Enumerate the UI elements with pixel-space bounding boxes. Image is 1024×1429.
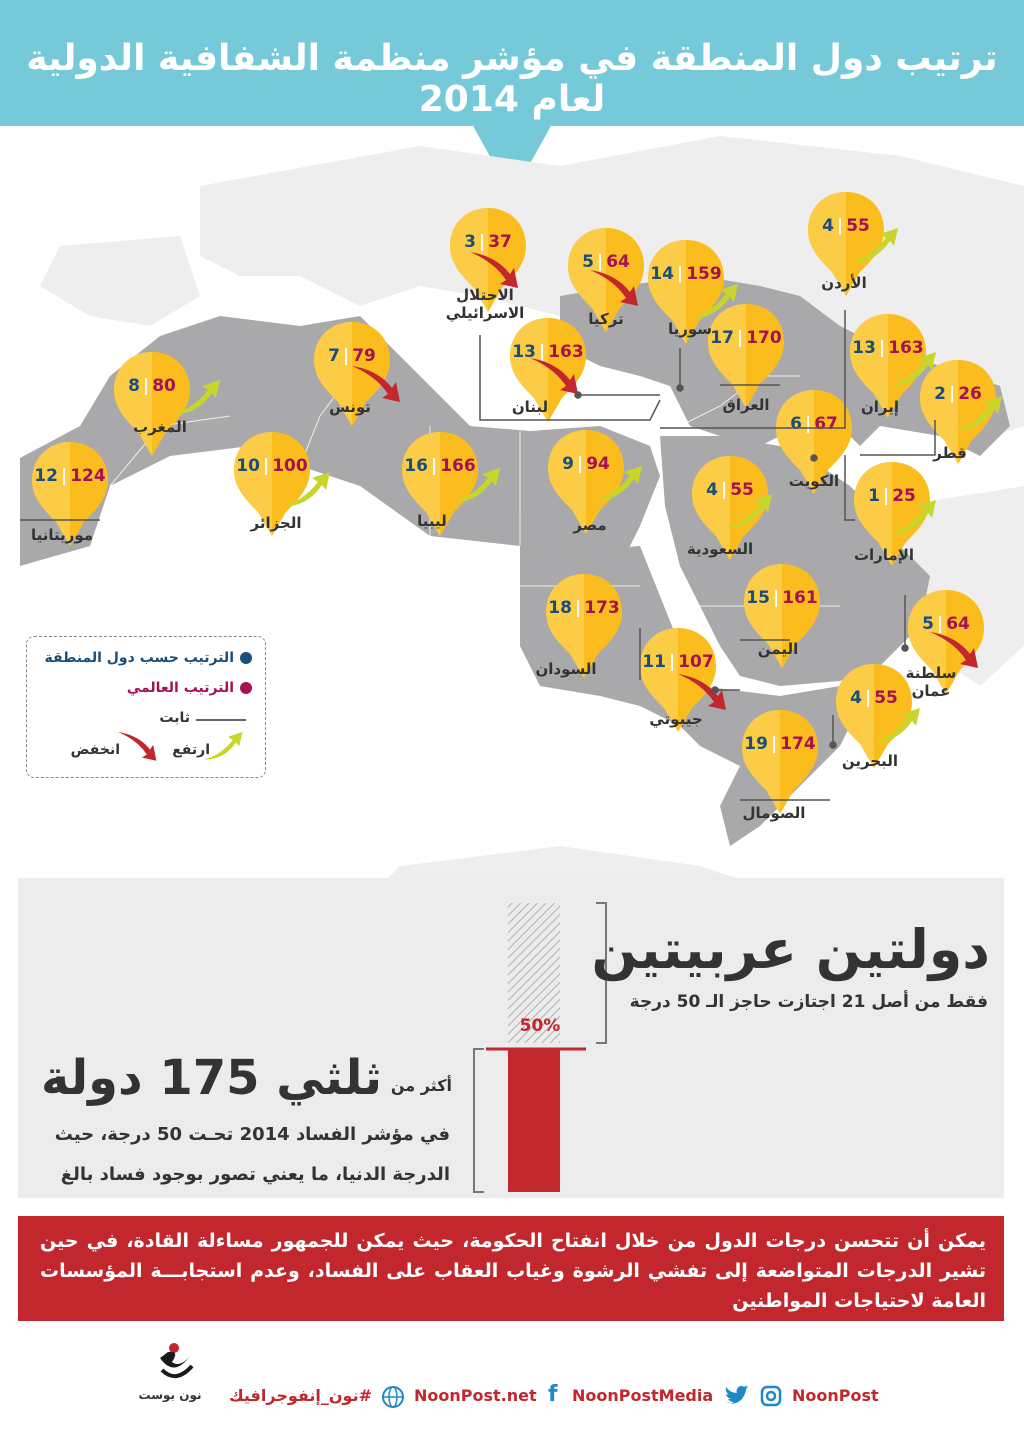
stat-body-2: الدرجة الدنيا، ما يعني تصور بوجود فساد بالغ (60, 1164, 450, 1185)
regional-rank: 17 (710, 328, 734, 348)
regional-rank: 5 (922, 614, 934, 634)
world-rank: 25 (892, 486, 916, 506)
country-name: اليمن (757, 640, 799, 658)
regional-rank: 15 (746, 588, 770, 608)
world-rank: 163 (888, 338, 924, 358)
rank-pair: 7 | 79 (328, 346, 376, 366)
world-rank: 80 (152, 376, 176, 396)
rank-pair: 15 | 161 (746, 588, 818, 608)
legend-world: الترتيب العالمي (126, 680, 234, 696)
country-name: الكويت (788, 472, 840, 490)
rank-pair: 5 | 64 (922, 614, 970, 634)
country-name: الأردن (821, 274, 867, 292)
rank-pair: 4 | 55 (822, 216, 870, 236)
country-name: الصومال (742, 804, 806, 822)
instagram-icon[interactable] (760, 1385, 782, 1407)
rank-pair: 9 | 94 (562, 454, 610, 474)
world-rank: 26 (958, 384, 982, 404)
country-name: إيران (860, 398, 900, 416)
rank-pair: 5 | 64 (582, 252, 630, 272)
world-rank: 170 (746, 328, 782, 348)
regional-rank: 16 (404, 456, 428, 476)
regional-rank: 8 (128, 376, 140, 396)
rank-pair: 3 | 37 (464, 232, 512, 252)
country-name: سلطنة عمان (905, 664, 957, 700)
world-rank: 163 (548, 342, 584, 362)
world-rank: 166 (440, 456, 476, 476)
regional-rank: 2 (934, 384, 946, 404)
rank-pair: 13 | 163 (512, 342, 584, 362)
country-name: سوريا (667, 320, 713, 338)
country-name: الاحتلال الاسرائيلي (445, 286, 525, 322)
globe-icon (381, 1385, 405, 1409)
footer-facebook[interactable]: NoonPostMedia (572, 1386, 714, 1405)
regional-rank: 10 (236, 456, 260, 476)
country-name: البحرين (841, 752, 899, 770)
regional-rank: 13 (852, 338, 876, 358)
footer-social[interactable]: NoonPost (792, 1386, 879, 1405)
regional-rank: 4 (822, 216, 834, 236)
regional-rank: 13 (512, 342, 536, 362)
world-rank: 64 (946, 614, 970, 634)
world-rank: 159 (686, 264, 722, 284)
country-name: الإمارات (853, 546, 915, 564)
world-rank: 124 (70, 466, 106, 486)
rank-pair: 12 | 124 (34, 466, 106, 486)
country-name: ليبيا (417, 512, 447, 530)
rank-pair: 11 | 107 (642, 652, 714, 672)
legend-down: انخفض (70, 742, 120, 758)
regional-rank: 3 (464, 232, 476, 252)
rank-pair: 14 | 159 (650, 264, 722, 284)
world-rank: 107 (678, 652, 714, 672)
country-name: مصر (573, 516, 607, 534)
world-rank: 173 (584, 598, 620, 618)
world-rank: 161 (782, 588, 818, 608)
country-name: السعودية (686, 540, 754, 558)
brand-name: نون بوست (138, 1388, 202, 1402)
world-rank: 55 (846, 216, 870, 236)
country-name: موريتانيا (30, 526, 94, 544)
regional-rank: 6 (790, 414, 802, 434)
legend-up: ارتفع (172, 742, 210, 758)
country-name: تركيا (588, 310, 624, 328)
facebook-icon[interactable]: f (548, 1382, 558, 1407)
twitter-icon[interactable] (724, 1385, 750, 1407)
footer-website[interactable]: NoonPost.net (414, 1386, 537, 1405)
world-rank: 67 (814, 414, 838, 434)
legend-regional: الترتيب حسب دول المنطقة (44, 650, 234, 666)
regional-rank: 18 (548, 598, 572, 618)
rank-pair: 13 | 163 (852, 338, 924, 358)
legend-stable: ثابت (159, 710, 190, 726)
rank-pair: 10 | 100 (236, 456, 308, 476)
stat-body-1: في مؤشر الفساد 2014 تحـت 50 درجة، حيث (54, 1124, 450, 1145)
country-name: المغرب (133, 418, 187, 436)
rank-pair: 19 | 174 (744, 734, 816, 754)
country-name: السودان (535, 660, 597, 678)
world-rank: 64 (606, 252, 630, 272)
world-rank: 55 (874, 688, 898, 708)
threshold-label: 50% (519, 1016, 561, 1036)
country-name: لبنان (511, 398, 549, 416)
stat-headline-1: دولتين عربيتين (591, 918, 990, 981)
rank-pair: 6 | 67 (790, 414, 838, 434)
rank-pair: 2 | 26 (934, 384, 982, 404)
world-rank: 79 (352, 346, 376, 366)
regional-rank: 4 (706, 480, 718, 500)
page-title: ترتيب دول المنطقة في مؤشر منظمة الشفافية الدولية لعام 2014 (26, 38, 998, 120)
regional-rank: 7 (328, 346, 340, 366)
country-name: تونس (329, 398, 371, 416)
stat-more-than: أكثر من (390, 1076, 452, 1095)
rank-pair: 4 | 55 (706, 480, 754, 500)
rank-pair: 4 | 55 (850, 688, 898, 708)
footer-hashtag: #نون_إنفوجرافيك (228, 1386, 372, 1405)
regional-rank: 12 (34, 466, 58, 486)
world-rank: 37 (488, 232, 512, 252)
country-name: قطر (933, 444, 967, 462)
regional-rank: 14 (650, 264, 674, 284)
stat-headline-2: ثلثي 175 دولة (41, 1050, 382, 1106)
world-rank: 100 (272, 456, 308, 476)
regional-rank: 19 (744, 734, 768, 754)
country-name: جيبوتي (649, 710, 703, 728)
regional-rank: 1 (868, 486, 880, 506)
world-rank: 174 (780, 734, 816, 754)
regional-rank: 4 (850, 688, 862, 708)
country-name: العراق (722, 396, 770, 414)
stat-sub-1: فقط من أصل 21 اجتازت حاجز الـ 50 درجة (629, 992, 988, 1012)
rank-pair: 8 | 80 (128, 376, 176, 396)
regional-rank: 11 (642, 652, 666, 672)
world-rank: 55 (730, 480, 754, 500)
regional-rank-dot (240, 652, 252, 664)
rank-pair: 18 | 173 (548, 598, 620, 618)
world-rank-dot (240, 682, 252, 694)
rank-pair: 17 | 170 (710, 328, 782, 348)
rank-pair: 1 | 25 (868, 486, 916, 506)
regional-rank: 9 (562, 454, 574, 474)
bar-lower-red (508, 1049, 560, 1192)
world-rank: 94 (586, 454, 610, 474)
country-name: الجزائر (250, 514, 302, 532)
noonpost-logo (150, 1338, 200, 1384)
conclusion-text: يمكن أن تتحسن درجات الدول من خلال انفتاح الحكومة، حيث يمكن للجمهور مساءلة القادة، في حين تشير الدرجات المتواضعة إلى تفشي الرشوة وغياب العقاب على الفساد، وعدم استجابـــة المؤسسات العامة لاحتياجات المواطنين (40, 1230, 986, 1312)
rank-pair: 16 | 166 (404, 456, 476, 476)
regional-rank: 5 (582, 252, 594, 272)
